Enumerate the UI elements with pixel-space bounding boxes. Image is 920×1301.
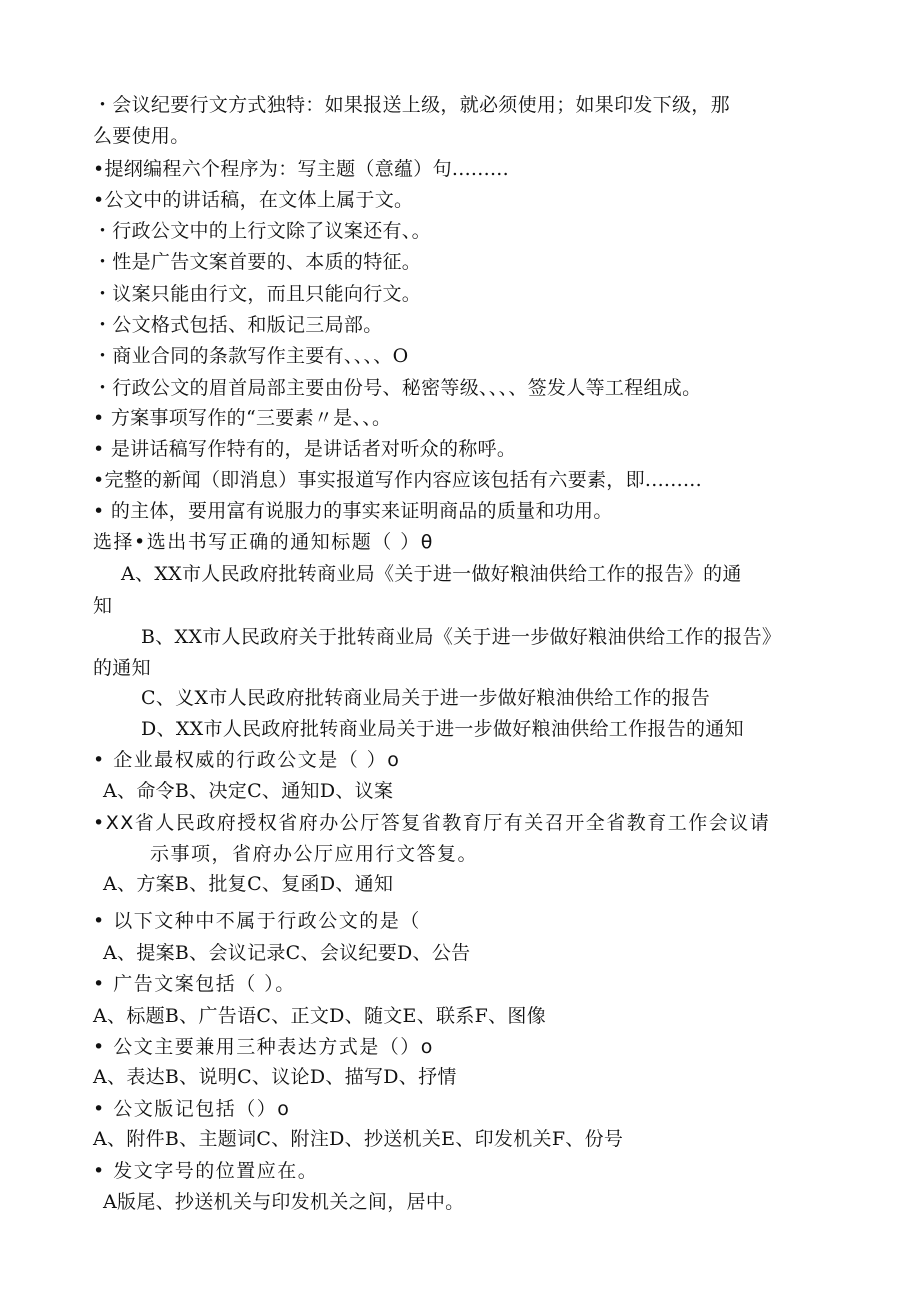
text-line: A、提案B、会议记录C、会议纪要D、公告: [103, 942, 471, 964]
text-line: A版尾、抄送机关与印发机关之间，居中。: [103, 1191, 465, 1213]
text-line: •公文中的讲话稿，在文体上属于文。: [93, 189, 414, 211]
text-line: 知: [93, 595, 113, 617]
text-line: • 广告文案包括（ ）。: [93, 973, 296, 995]
text-line: 示事项，省府办公厅应用行文答复。: [150, 843, 479, 865]
text-line: ・行政公文的眉首局部主要由份号、秘密等级、、、、签发人等工程组成。: [93, 377, 702, 399]
text-line: • 的主体，要用富有说服力的事实来证明商品的质量和功用。: [93, 500, 613, 522]
text-line: ・行政公文中的上行文除了议案还有、。: [93, 220, 431, 242]
text-line: A、XX市人民政府批转商业局《关于进一做好粮油供给工作的报告》的通: [121, 563, 742, 585]
text-line: ・公文格式包括、和版记三局部。: [93, 314, 383, 336]
text-line: •XX省人民政府授权省府办公厅答复省教育厅有关召开全省教育工作会议请: [93, 812, 771, 834]
text-line: A、方案B、批复C、复函D、通知: [103, 873, 394, 895]
text-line: ・会议纪要行文方式独特：如果报送上级，就必须使用；如果印发下级，那: [93, 94, 730, 116]
text-line: A、标题B、广告语C、正文D、随文E、联系F、图像: [93, 1005, 547, 1027]
text-line: 选择•选出书写正确的通知标题（ ）θ: [93, 531, 434, 553]
text-line: •完整的新闻（即消息）事实报道写作内容应该包括有六要素，即.........: [93, 469, 702, 491]
text-line: • 公文版记包括（）o: [93, 1098, 291, 1120]
text-line: 么要使用。: [93, 125, 190, 147]
text-line: C、义X市人民政府批转商业局关于进一步做好粮油供给工作的报告: [141, 687, 711, 709]
text-line: D、XX市人民政府批转商业局关于进一步做好粮油供给工作报告的通知: [141, 718, 744, 740]
text-line: • 方案事项写作的“三要素〃是、、。: [93, 407, 392, 429]
text-line: A、表达B、说明C、议论D、描写D、抒情: [93, 1066, 457, 1088]
text-line: A、命令B、决定C、通知D、议案: [103, 780, 394, 802]
text-line: • 以下文种中不属于行政公文的是（: [93, 910, 421, 932]
text-line: •提纲编程六个程序为：写主题（意蕴）句.........: [93, 158, 509, 180]
text-line: A、附件B、主题词C、附注D、抄送机关E、印发机关F、份号: [93, 1128, 624, 1150]
text-line: B、XX市人民政府关于批转商业局《关于进一步做好粮油供给工作的报告》: [141, 626, 782, 648]
text-line: 的通知: [93, 657, 151, 679]
text-line: • 企业最权威的行政公文是（ ）o: [93, 749, 401, 771]
text-line: • 是讲话稿写作特有的，是讲话者对听众的称呼。: [93, 438, 517, 460]
text-line: ・商业合同的条款写作主要有、、、、O: [93, 345, 409, 367]
text-line: ・议案只能由行文，而且只能向行文。: [93, 283, 422, 305]
text-line: ・性是广告文案首要的、本质的特征。: [93, 251, 422, 273]
text-line: • 公文主要兼用三种表达方式是（）o: [93, 1036, 434, 1058]
text-line: • 发文字号的位置应在。: [93, 1160, 319, 1182]
